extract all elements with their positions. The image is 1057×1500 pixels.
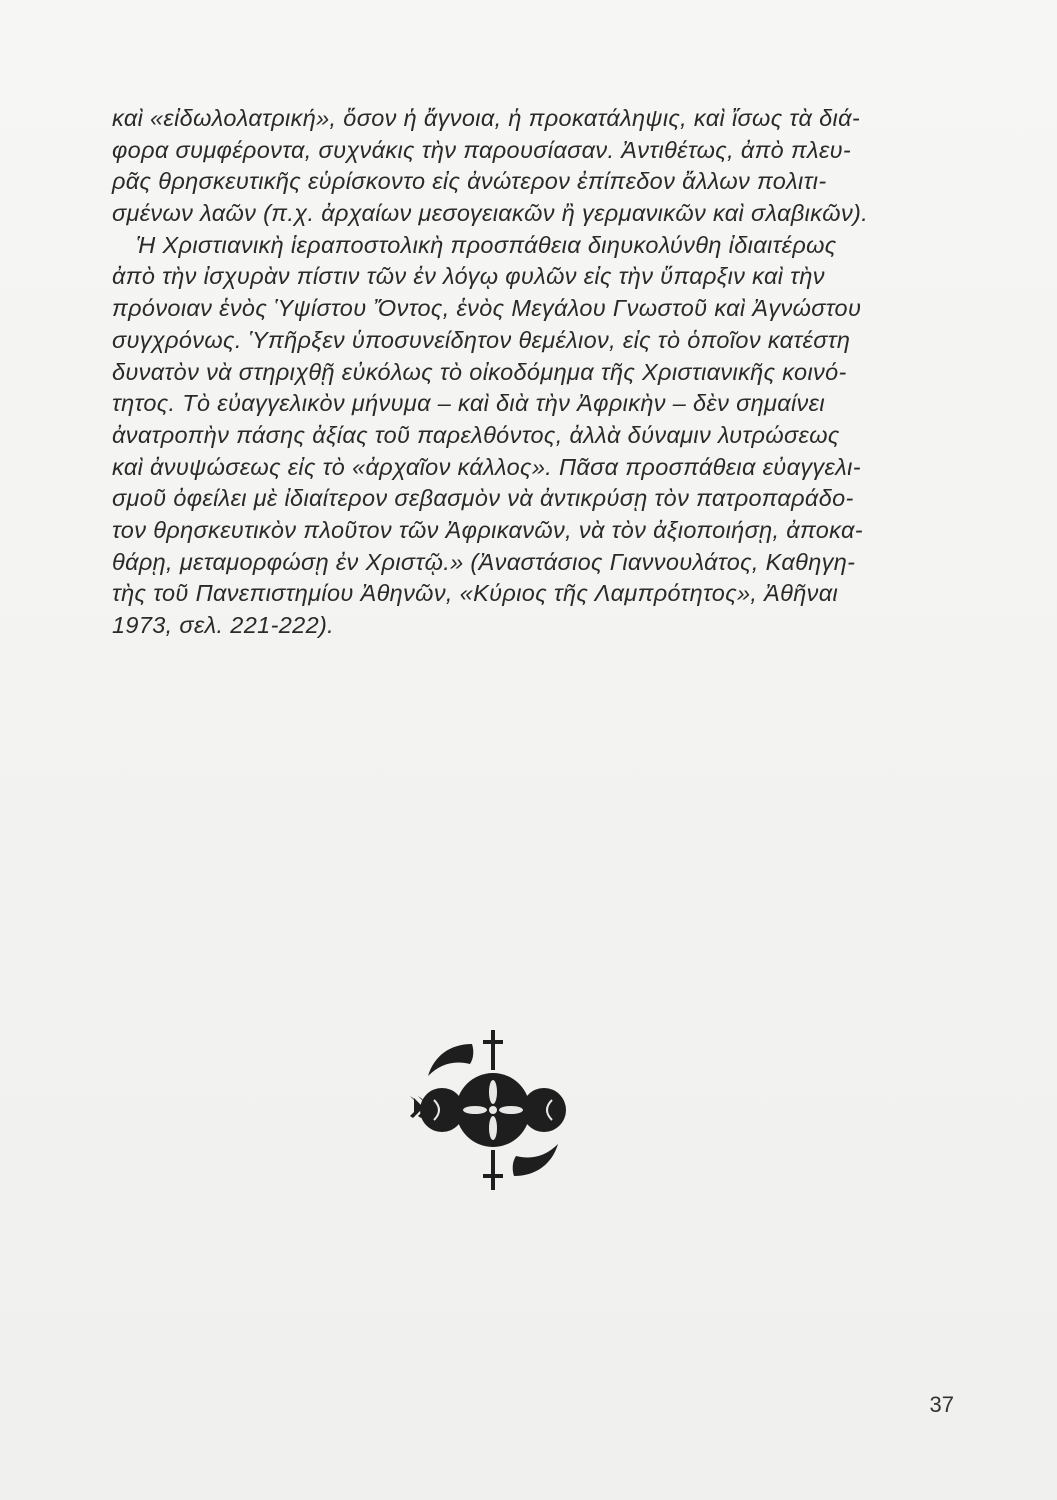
text-line: συγχρόνως. Ὑπῆρξεν ὑποσυνείδητον θεμέλιον, εἰς τὸ ὁποῖον κατέστη	[112, 326, 851, 353]
text-line: σμένων λαῶν (π.χ. ἀρχαίων μεσογειακῶν ἢ γερμανικῶν καὶ σλαβικῶν).	[112, 200, 869, 227]
page-number: 37	[929, 1392, 954, 1417]
text-line: θάρῃ, μεταμορφώσῃ ἐν Χριστῷ.» (Ἀναστάσιος Γιαννουλάτος, Καθηγη-	[112, 548, 856, 575]
text-line: πρόνοιαν ἑνὸς Ὑψίστου Ὄντος, ἑνὸς Μεγάλου Γνωστοῦ καὶ Ἀγνώστου	[112, 295, 862, 322]
text-line: τὴς τοῦ Πανεπιστημίου Ἀθηνῶν, «Κύριος τῆς Λαμπρότητος», Ἀθῆναι	[112, 580, 839, 607]
text-line: καὶ ἀνυψώσεως εἰς τὸ «ἀρχαῖον κάλλος». Πᾶσα προσπάθεια εὐαγγελι-	[112, 453, 861, 480]
text-line: καὶ «εἰδωλολατρική», ὅσον ἡ ἄγνοια, ἡ προκατάληψις, καὶ ἴσως τὰ διά-	[112, 105, 861, 131]
text-line: σμοῦ ὀφείλει μὲ ἰδιαίτερον σεβασμὸν νὰ ἀντικρύσῃ τὸν πατροπαράδο-	[112, 485, 854, 512]
body-text	[112, 103, 958, 642]
byzantine-cross-fish-ornament-icon	[410, 1030, 575, 1190]
text-line: 1973, σελ. 221-222).	[112, 612, 335, 638]
text-line: τητος. Τὸ εὐαγγελικὸν μήνυμα – καὶ διὰ τὴν Ἀφρικὴν – δὲν σημαίνει	[112, 390, 825, 417]
text-line: φορα συμφέροντα, συχνάκις τὴν παρουσίασαν. Ἀντιθέτως, ἀπὸ πλευ-	[112, 136, 852, 163]
text-line: ἀπὸ τὴν ἰσχυρὰν πίστιν τῶν ἐν λόγῳ φυλῶν εἰς τὴν ὕπαρξιν καὶ τὴν	[112, 263, 825, 290]
text-line: ρᾶς θρησκευτικῆς εὑρίσκοντο εἰς ἀνώτερον ἐπίπεδον ἄλλων πολιτι-	[112, 168, 827, 195]
text-line: δυνατὸν νὰ στηριχθῇ εὐκόλως τὸ οἰκοδόμημα τῆς Χριστιανικῆς κοινό-	[112, 358, 847, 385]
text-line: τον θρησκευτικὸν πλοῦτον τῶν Ἀφρικανῶν, νὰ τὸν ἀξιοποιήσῃ, ἀποκα-	[112, 516, 863, 543]
text-line: ἀνατροπὴν πάσης ἀξίας τοῦ παρελθόντος, ἀλλὰ δύναμιν λυτρώσεως	[112, 421, 840, 448]
text-line: Ἡ Χριστιανικὴ ἱεραποστολικὴ προσπάθεια διηυκολύνθη ἰδιαιτέρως	[136, 231, 837, 258]
